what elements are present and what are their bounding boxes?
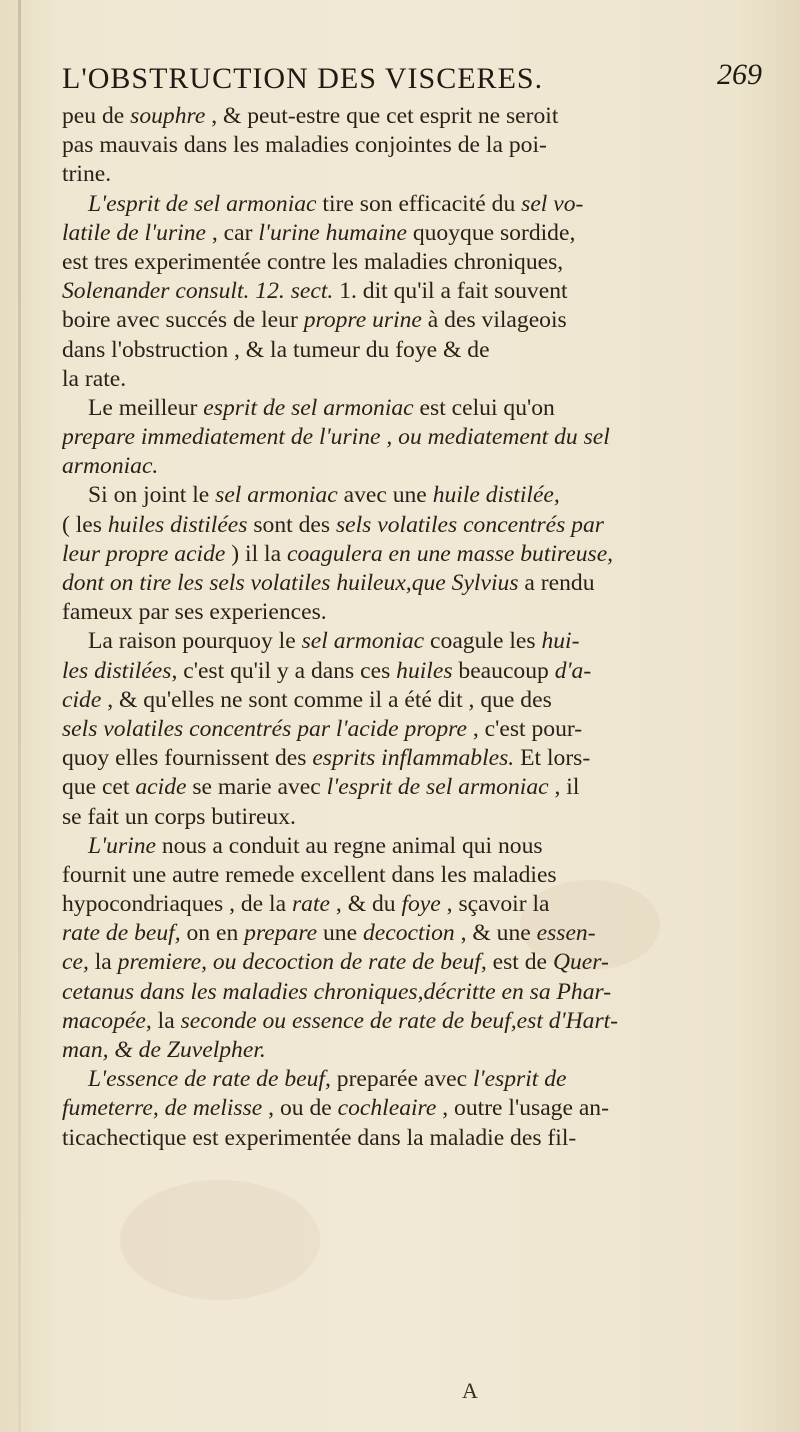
italic-text: prepare [244, 920, 318, 947]
italic-text: foye [401, 891, 441, 918]
roman-text: la [88, 949, 118, 976]
roman-text: peu de [62, 103, 131, 129]
text-line [62, 481, 764, 510]
italic-text: l'esprit de sel armoniac [326, 774, 549, 801]
italic-text: macopée, [62, 1007, 152, 1034]
text-line [62, 540, 764, 569]
text-line [62, 277, 764, 306]
text-line [62, 306, 764, 335]
italic-text: esprit de sel armoniac [203, 394, 414, 421]
italic-text: sel armoniac [301, 628, 425, 655]
text-line [62, 861, 764, 890]
italic-text: Quer- [552, 949, 609, 976]
roman-text: , & du [330, 891, 402, 918]
italic-text: cide [62, 686, 102, 713]
text-line [62, 131, 764, 160]
roman-text: que cet [62, 774, 136, 801]
roman-text: quoyque sordide, [406, 219, 576, 246]
text-line [62, 978, 764, 1007]
roman-text: la rate. [62, 365, 127, 392]
roman-text: une [317, 920, 363, 947]
italic-text: essen- [536, 920, 596, 947]
roman-text: nous a conduit au regne animal qui nous [155, 832, 543, 859]
body-text [62, 102, 764, 1153]
italic-text: sels volatiles concentrés par [335, 511, 604, 538]
roman-text: tire son efficacité du [316, 190, 522, 217]
roman-text: , outre l'usage an- [436, 1095, 609, 1122]
italic-text: sel armoniac [215, 482, 338, 509]
text-line [62, 569, 764, 598]
roman-text: , sçavoir la [440, 891, 550, 918]
text-line [62, 948, 764, 977]
text-line [62, 803, 764, 832]
italic-text: l'esprit de [472, 1066, 567, 1093]
roman-text: avec une [337, 482, 433, 509]
roman-text: Le meilleur [88, 394, 204, 421]
roman-text: La raison pourquoy le [88, 628, 302, 655]
italic-text: fumeterre, de melisse [62, 1095, 263, 1122]
roman-text: hypocondriaques , de la [62, 891, 292, 918]
roman-text: est celui qu'on [413, 394, 555, 421]
roman-text: preparée avec [330, 1066, 473, 1093]
roman-text: a rendu [518, 570, 595, 596]
roman-text: ) il la [225, 540, 287, 567]
roman-text: ( les [62, 511, 108, 538]
roman-text: Si on joint le [88, 482, 216, 509]
text-line [62, 190, 764, 219]
italic-text: huiles distilées [107, 511, 248, 538]
text-line [62, 102, 764, 131]
text-line [62, 1036, 764, 1065]
text-line [62, 511, 764, 540]
italic-text: decoction [362, 920, 455, 947]
roman-text: , & une [454, 920, 537, 947]
running-head: L'OBSTRUCTION DES VISCERES. [62, 62, 544, 95]
text-line [62, 365, 764, 394]
roman-text: ticachectique est experimentée dans la maladie des fil- [62, 1124, 577, 1151]
italic-text: armoniac. [62, 453, 159, 480]
roman-text: quoy elles fournissent des [62, 745, 313, 772]
italic-text: premiere, ou decoction de rate de beuf, [117, 949, 487, 976]
italic-text: les distilées [62, 657, 172, 684]
text-line [62, 919, 764, 948]
text-line [62, 686, 764, 715]
text-line [62, 657, 764, 686]
italic-text: d'a- [554, 657, 592, 684]
roman-text: trine. [62, 161, 112, 188]
italic-text: seconde ou essence de rate de beuf,est d'Hart- [180, 1007, 619, 1034]
text-line [62, 1094, 764, 1123]
roman-text: , & qu'elles ne sont comme il a été dit , que des [101, 686, 552, 713]
roman-text: Et lors- [514, 745, 591, 772]
text-line [62, 1124, 764, 1153]
italic-text: huile distilée, [432, 482, 560, 509]
italic-text: man, & de Zuvelpher. [62, 1037, 266, 1063]
italic-text: Solenander consult. 12. sect. [62, 278, 334, 305]
roman-text: boire avec succés de leur [62, 307, 304, 334]
roman-text: sont des [247, 511, 336, 538]
text-line [62, 423, 764, 452]
text-line [62, 452, 764, 481]
italic-text: sels volatiles concentrés par l'acide propre [62, 715, 467, 742]
italic-text: propre urine [303, 307, 422, 334]
text-line [62, 627, 764, 656]
roman-text: est tres experimentée contre les maladies chroniques, [62, 248, 564, 275]
italic-text: L'esprit de sel armoniac [88, 190, 317, 217]
roman-text: , c'est pour- [466, 715, 583, 742]
italic-text: acide [135, 774, 187, 801]
italic-text: L'essence de rate de beuf, [88, 1066, 331, 1093]
roman-text: coagule les [424, 628, 542, 655]
catchword: A [462, 1378, 478, 1403]
page-header [62, 58, 762, 98]
text-line [62, 773, 764, 802]
text-line [62, 598, 764, 627]
roman-text: fameux par ses experiences. [62, 599, 327, 626]
text-line [62, 744, 764, 773]
italic-text: prepare immediatement de l'urine , ou mediatement du sel [62, 424, 610, 451]
page-gutter [18, 0, 21, 1432]
italic-text: souphre [130, 103, 206, 129]
text-line [62, 1065, 764, 1094]
roman-text: beaucoup [452, 657, 555, 684]
roman-text: , car [205, 219, 259, 246]
text-line [62, 160, 764, 189]
text-line [62, 394, 764, 423]
text-line [62, 832, 764, 861]
text-line [62, 1007, 764, 1036]
roman-text: la [151, 1007, 181, 1034]
italic-text: latile de l'urine [62, 219, 206, 246]
roman-text: , & peut-estre que cet esprit ne seroit [205, 103, 559, 129]
roman-text: on en [180, 920, 245, 947]
text-line [62, 336, 764, 365]
italic-text: L'urine [88, 832, 156, 859]
text-line [62, 248, 764, 277]
roman-text: , c'est qu'il y a dans ces [171, 657, 397, 684]
italic-text: huiles [396, 657, 453, 684]
roman-text: se fait un corps butireux. [62, 803, 296, 830]
roman-text: pas mauvais dans les maladies conjointes de la poi- [62, 132, 547, 159]
roman-text: est de [486, 949, 553, 976]
roman-text: se marie avec [186, 774, 327, 801]
italic-text: dont on tire les sels volatiles huileux,que Sylvius [62, 570, 519, 596]
roman-text: à des vilageois [421, 307, 567, 334]
roman-text: , il [548, 774, 580, 801]
text-line [62, 715, 764, 744]
italic-text: leur propre acide [62, 540, 226, 567]
italic-text: sel vo- [521, 190, 584, 217]
paper-stain [120, 1180, 320, 1300]
text-line [62, 219, 764, 248]
italic-text: cochleaire [337, 1095, 437, 1122]
page-number: 269 [717, 58, 762, 91]
italic-text: coagulera en une masse butireuse, [286, 540, 614, 567]
text-line [62, 890, 764, 919]
roman-text: fournit une autre remede excellent dans les maladies [62, 861, 557, 888]
italic-text: rate de beuf, [62, 920, 181, 947]
italic-text: cetanus dans les maladies chroniques,décritte en sa Phar- [62, 978, 612, 1005]
italic-text: hui- [541, 628, 580, 655]
italic-text: esprits inflammables. [312, 745, 515, 772]
italic-text: rate [291, 891, 330, 918]
italic-text: ce, [62, 949, 89, 976]
italic-text: l'urine humaine [258, 219, 407, 246]
roman-text: 1. dit qu'il a fait souvent [333, 278, 568, 305]
roman-text: , ou de [262, 1095, 338, 1122]
roman-text: dans l'obstruction , & la tumeur du foye & de [62, 336, 490, 363]
